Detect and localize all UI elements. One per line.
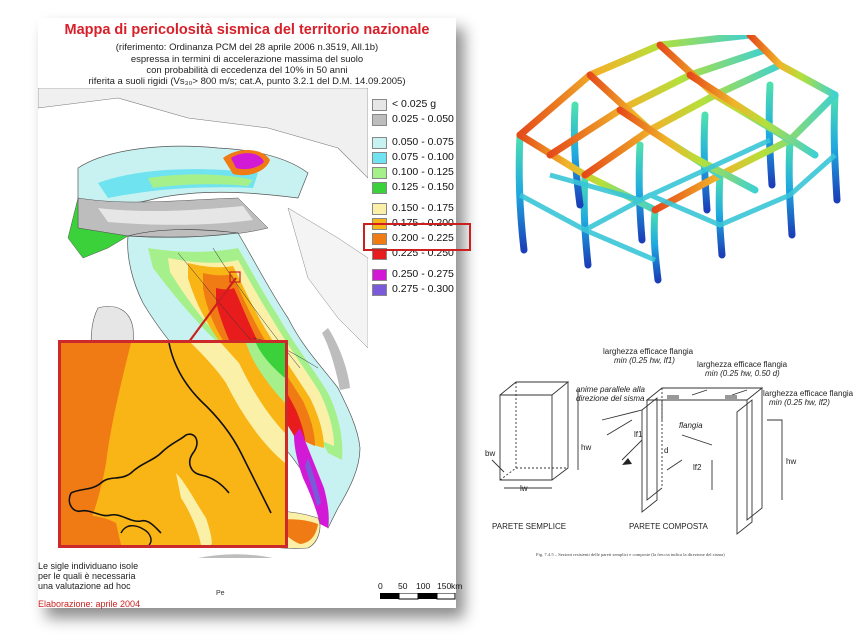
elaboration-date: Elaborazione: aprile 2004 [38, 599, 141, 609]
lf2-label: lf2 [693, 463, 702, 472]
legend-label: 0.025 - 0.050 [392, 113, 454, 125]
wall-sections-diagram [482, 340, 862, 545]
legend-label: 0.075 - 0.100 [392, 151, 454, 163]
legend-swatch [372, 203, 387, 215]
flange-width-formula-1: min (0.25 hw, lf1) [614, 356, 675, 365]
legend-label: 0.200 - 0.225 [392, 232, 454, 244]
legend-label: 0.275 - 0.300 [392, 283, 454, 295]
legend-label: 0.150 - 0.175 [392, 202, 454, 214]
map-subtitle-line-4: riferita a suoli rigidi (Vs₃₀> 800 m/s; cat.A, punto 3.2.1 del D.M. 14.09.2005) [88, 76, 406, 87]
legend-item [368, 151, 456, 165]
legend-swatch [372, 269, 387, 281]
legend-label: 0.050 - 0.075 [392, 136, 454, 148]
islands-note [38, 561, 168, 591]
legend-label: 0.125 - 0.150 [392, 181, 454, 193]
d-label: d [664, 446, 669, 455]
scale-bar-graphic [380, 593, 456, 601]
map-subtitle-line-3: con probabilità di eccedenza del 10% in 50 anni [146, 65, 348, 76]
hw-left-label: hw [581, 443, 592, 452]
flange-width-formula-2: min (0.25 hw, 0.50 d) [705, 369, 780, 378]
legend-swatch [372, 99, 387, 111]
legend-label: 0.250 - 0.275 [392, 268, 454, 280]
lw-label: lw [520, 484, 528, 493]
webs-parallel-label-2: direzione del sisma [576, 394, 645, 403]
zoom-inset [58, 340, 288, 548]
hw-right-label: hw [786, 457, 797, 466]
note-line: una valutazione ad hoc [38, 581, 131, 591]
legend-highlight-box [363, 223, 471, 251]
figure-caption: Fig. 7.4.5 – Sezioni resistenti delle pareti semplici e composte (la freccia indica la direzione del sisma) [536, 552, 725, 557]
webs-parallel-label: anime parallele alla [576, 385, 645, 394]
legend-label: 0.225 - 0.250 [392, 247, 454, 259]
scale-label: 150 [437, 581, 452, 591]
zoom-inset-map [61, 343, 285, 545]
legend-item [368, 181, 456, 195]
flange-label: flangia [679, 421, 703, 430]
map-title: Mappa di pericolosità sismica del territorio nazionale [64, 22, 430, 38]
legend-item [368, 283, 456, 297]
scale-label: 0 [378, 581, 383, 591]
legend-item [368, 202, 456, 216]
legend-label: 0.175 - 0.200 [392, 217, 454, 229]
simple-wall-label: PARETE SEMPLICE [492, 522, 567, 531]
legend-swatch [372, 284, 387, 296]
scale-label: km [451, 581, 463, 591]
flange-width-label-1: larghezza efficace flangia [603, 347, 694, 356]
scale-label: 50 [398, 581, 408, 591]
legend-item [368, 166, 456, 180]
flange-width-label-2: larghezza efficace flangia [697, 360, 788, 369]
legend-item [368, 268, 456, 282]
legend-swatch [372, 167, 387, 179]
map-subtitle-line-1: (riferimento: Ordinanza PCM del 28 aprile 2006 n.3519, All.1b) [115, 42, 379, 53]
legend-swatch [372, 114, 387, 126]
legend-label: < 0.025 g [392, 98, 437, 110]
composite-wall-label: PARETE COMPOSTA [629, 522, 708, 531]
lf1-label: lf1 [634, 430, 643, 439]
legend-label: 0.100 - 0.125 [392, 166, 454, 178]
legend-swatch [372, 152, 387, 164]
note-line: per le quali è necessaria [38, 571, 136, 581]
note-line: Le sigle individuano isole [38, 561, 139, 571]
legend-item [368, 98, 456, 112]
place-label: Pe [216, 590, 225, 597]
flange-width-label-3: larghezza efficace flangia [763, 389, 854, 398]
flange-width-formula-3: min (0.25 hw, lf2) [769, 398, 830, 407]
legend-item [368, 136, 456, 150]
legend-swatch [372, 182, 387, 194]
3d-frame-structure-render [490, 35, 850, 290]
legend-item [368, 113, 456, 127]
map-subtitle-line-2: espressa in termini di accelerazione massima del suolo [130, 54, 364, 65]
bw-label: bw [485, 449, 496, 458]
scale-label: 100 [416, 581, 431, 591]
legend-swatch [372, 137, 387, 149]
